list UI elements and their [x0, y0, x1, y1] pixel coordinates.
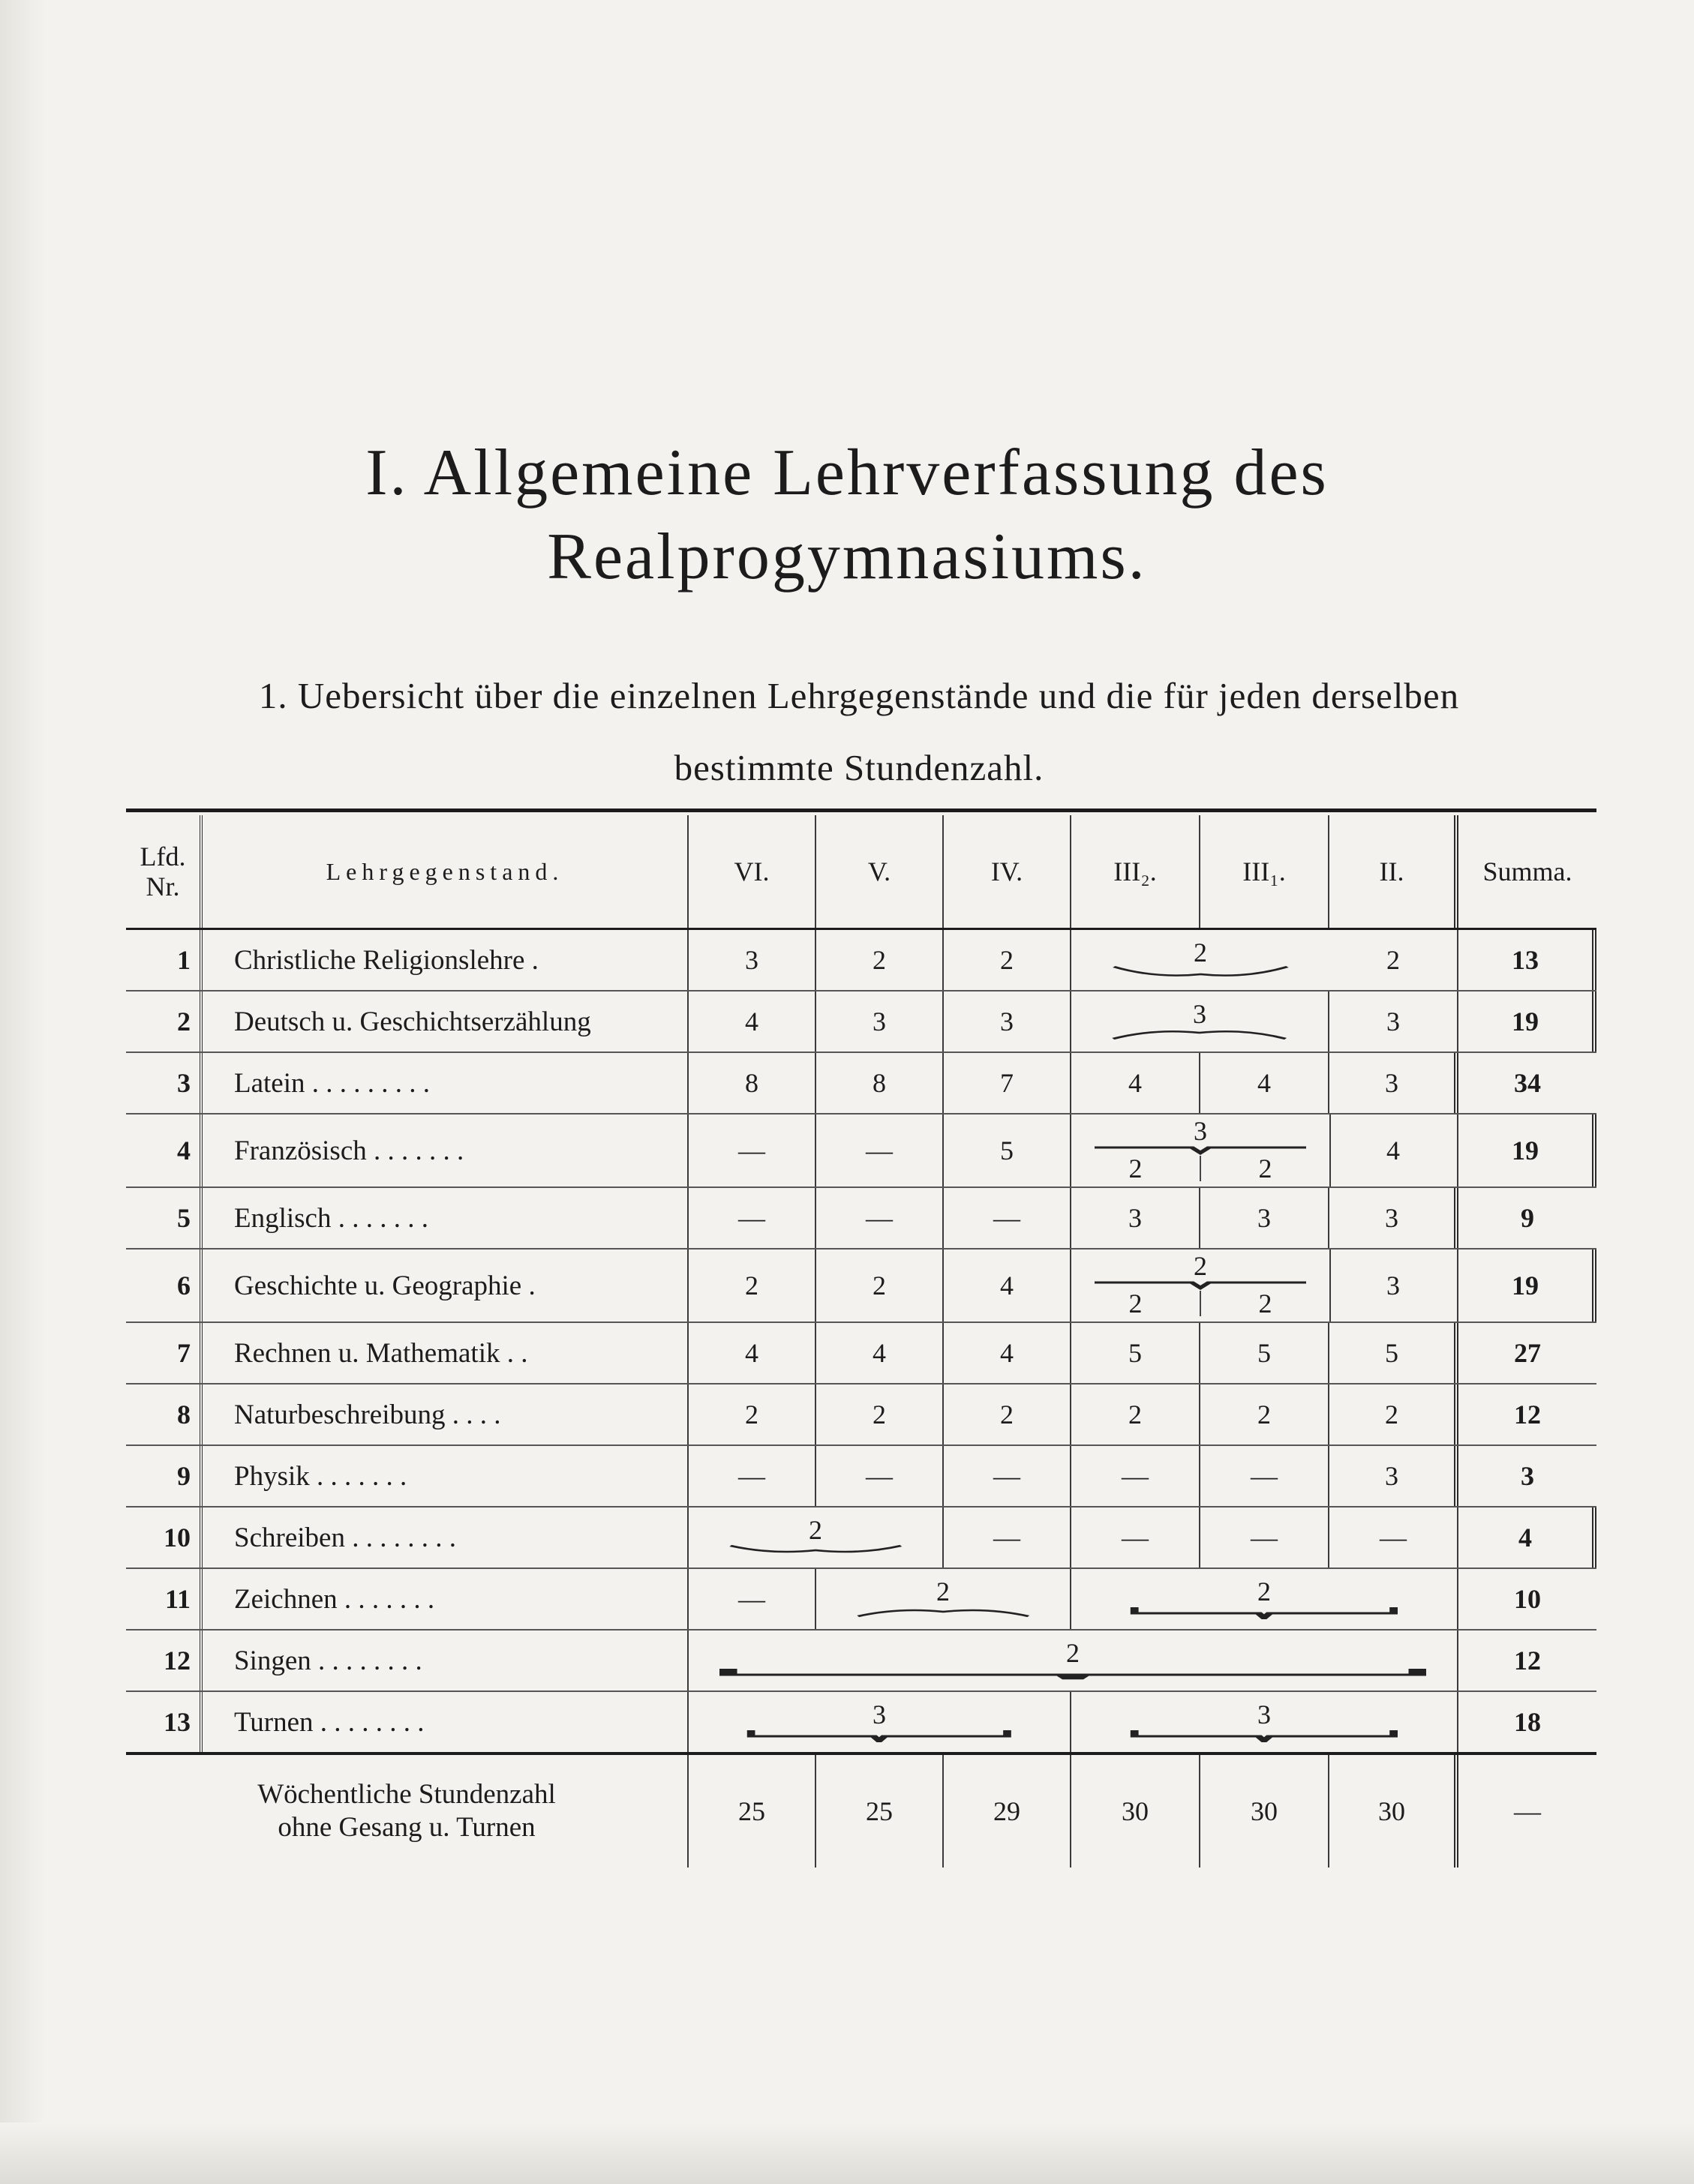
cell-sum: 4 [1458, 1508, 1596, 1568]
total-iv: 29 [944, 1755, 1071, 1868]
cell-iii1: 5 [1200, 1323, 1329, 1383]
cell-iv: 4 [944, 1250, 1071, 1322]
cell-vi: — [689, 1114, 816, 1186]
total-ii: 30 [1329, 1755, 1458, 1868]
cell-iii1: 2 [1258, 1288, 1272, 1318]
row-nr: 7 [126, 1323, 203, 1383]
cell-ii: 3 [1329, 1250, 1458, 1322]
cell-v: 4 [816, 1323, 944, 1383]
brace-icon [1129, 1604, 1399, 1619]
cell-v: 2 [816, 1250, 944, 1322]
cell-vi: 8 [689, 1053, 816, 1113]
table-row [126, 1250, 1596, 1323]
cell-v: — [816, 1188, 944, 1248]
cell-iii1: 2 [1258, 1154, 1272, 1184]
row-nr: 3 [126, 1053, 203, 1113]
table-row [126, 1323, 1596, 1384]
row-nr: 11 [126, 1569, 203, 1629]
row-nr: 4 [126, 1114, 203, 1186]
header-iv: IV. [944, 815, 1071, 928]
header-ii: II. [1329, 815, 1458, 928]
split-pair [1071, 1288, 1329, 1318]
title-line-1: I. Allgemeine Lehrverfassung des [365, 436, 1329, 509]
cell-all-classes-combined [689, 1630, 1458, 1690]
brace-icon [1110, 1027, 1289, 1042]
cell-iii1: 3 [1200, 1188, 1329, 1248]
page-edge-bottom [0, 2122, 1694, 2184]
row-nr: 10 [126, 1508, 203, 1568]
cell-vi-v-combined [689, 1508, 944, 1568]
table-row [126, 1114, 1596, 1188]
table-row [126, 1446, 1596, 1508]
cell-v: 2 [816, 1384, 944, 1444]
cell-v: — [816, 1114, 944, 1186]
row-nr: 13 [126, 1692, 203, 1752]
header-subject: Lehrgegenstand. [203, 815, 689, 928]
cell-v: 8 [816, 1053, 944, 1113]
cell-v: 3 [816, 992, 944, 1052]
cell-iii2: 2 [1071, 1384, 1200, 1444]
cell-iv: 2 [944, 1384, 1071, 1444]
row-nr: 8 [126, 1384, 203, 1444]
cell-ii: 3 [1329, 992, 1458, 1052]
cell-iii2: 2 [1071, 1156, 1201, 1181]
row-nr: 6 [126, 1250, 203, 1322]
row-subject: Latein . . . . . . . . . [203, 1053, 689, 1113]
row-subject: Singen . . . . . . . . [203, 1630, 689, 1690]
cell-vi: 2 [689, 1384, 816, 1444]
cell-vi: 2 [689, 1250, 816, 1322]
cell-iv: — [944, 1508, 1071, 1568]
cell-vi: — [689, 1446, 816, 1506]
cell-iii-split [1071, 1114, 1331, 1186]
brace-icon [1095, 1142, 1306, 1156]
cell-sum: 13 [1458, 930, 1596, 990]
row-nr: 9 [126, 1446, 203, 1506]
table-total-row [126, 1755, 1596, 1868]
cell-iii2: 5 [1071, 1323, 1200, 1383]
split-pair [1071, 1154, 1329, 1184]
cell-iv: 2 [944, 930, 1071, 990]
brace-icon [855, 1604, 1032, 1619]
section-heading-line-1: 1. Uebersicht über die einzelnen Lehrgegenstände und die für jeden derselben [258, 675, 1460, 716]
header-vi: VI. [689, 815, 816, 928]
row-subject: Rechnen u. Mathematik . . [203, 1323, 689, 1383]
row-subject: Englisch . . . . . . . [203, 1188, 689, 1248]
cell-vi: — [689, 1569, 816, 1629]
total-iii1: 30 [1200, 1755, 1329, 1868]
cell-iv: — [944, 1188, 1071, 1248]
cell-vi: 3 [689, 930, 816, 990]
header-nr-line-1: Lfd. [140, 842, 186, 872]
cell-ii: 3 [1329, 1446, 1458, 1506]
cell-sum: 12 [1514, 1646, 1541, 1676]
cell-sum: 19 [1458, 992, 1596, 1052]
cell-sum: 12 [1514, 1400, 1541, 1430]
brace-icon [1095, 1277, 1306, 1291]
cell-iv: 5 [944, 1114, 1071, 1186]
cell-iii-ii-combined [1071, 1569, 1458, 1629]
brace-icon [1110, 965, 1291, 980]
cell-iii-split [1071, 1250, 1331, 1322]
page-edge-left [0, 0, 45, 2184]
cell-value: 3 [1193, 999, 1206, 1029]
cell-ii: 2 [1329, 930, 1458, 990]
brace-icon [719, 1666, 1426, 1681]
total-label-line-1: Wöchentliche Stundenzahl [257, 1779, 556, 1810]
cell-v: 2 [816, 930, 944, 990]
row-subject: Geschichte u. Geographie . [203, 1250, 689, 1322]
brace-icon [727, 1543, 905, 1558]
cell-sum: 27 [1514, 1338, 1541, 1368]
table-row [126, 1630, 1596, 1692]
cell-vi-iv-combined [689, 1692, 1071, 1752]
cell-value: 3 [1257, 1700, 1271, 1730]
header-iii1: III₁. [1200, 815, 1329, 928]
cell-ii: 4 [1329, 1114, 1458, 1186]
cell-ii: 2 [1329, 1384, 1458, 1444]
row-subject: Turnen . . . . . . . . [203, 1692, 689, 1752]
table-row [126, 1569, 1596, 1630]
total-vi: 25 [689, 1755, 816, 1868]
header-iii2: III₂. [1071, 815, 1200, 928]
section-heading [120, 660, 1598, 804]
cell-value: 3 [873, 1700, 886, 1730]
cell-sum: 18 [1514, 1707, 1541, 1737]
cell-v: — [816, 1446, 944, 1506]
table-row [126, 930, 1596, 992]
cell-ii: 3 [1329, 1188, 1458, 1248]
row-subject: Christliche Religionslehre . [203, 930, 689, 990]
cell-value-combined: 2 [1194, 1251, 1207, 1281]
header-nr-line-2: Nr. [146, 872, 180, 902]
cell-sum: 19 [1458, 1114, 1596, 1186]
cell-sum: 34 [1514, 1068, 1541, 1098]
cell-iv: 4 [944, 1323, 1071, 1383]
cell-iii1: 4 [1200, 1053, 1329, 1113]
cell-vi: — [689, 1188, 816, 1248]
cell-iv: — [944, 1446, 1071, 1506]
section-heading-line-2: bestimmte Stundenzahl. [674, 747, 1044, 788]
cell-vi: 4 [689, 1323, 816, 1383]
cell-sum: 3 [1521, 1461, 1534, 1491]
total-v: 25 [816, 1755, 944, 1868]
table-row [126, 1508, 1596, 1569]
cell-iv: 3 [944, 992, 1071, 1052]
cell-value: 2 [936, 1576, 950, 1606]
row-nr: 12 [126, 1630, 203, 1690]
cell-iii1: — [1200, 1508, 1329, 1568]
table-row [126, 1053, 1596, 1114]
row-subject: Schreiben . . . . . . . . [203, 1508, 689, 1568]
cell-ii: 5 [1329, 1323, 1458, 1383]
cell-ii: — [1329, 1508, 1458, 1568]
cell-iii-ii-combined [1071, 1692, 1458, 1752]
cell-ii: 3 [1329, 1053, 1458, 1113]
cell-sum: 19 [1458, 1250, 1596, 1322]
cell-iii2: — [1071, 1446, 1200, 1506]
header-nr [126, 815, 203, 928]
cell-value: 2 [1257, 1576, 1271, 1606]
row-nr: 1 [126, 930, 203, 990]
cell-iii2: 3 [1071, 1188, 1200, 1248]
cell-iii2: 2 [1071, 1291, 1201, 1316]
row-nr: 5 [126, 1188, 203, 1248]
cell-value: 2 [809, 1515, 822, 1545]
header-sum: Summa. [1482, 856, 1572, 886]
cell-value: 2 [1066, 1638, 1080, 1668]
total-sum: — [1514, 1796, 1541, 1826]
cell-value: 2 [1194, 938, 1207, 968]
cell-vi: 4 [689, 992, 816, 1052]
row-subject: Physik . . . . . . . [203, 1446, 689, 1506]
total-label-line-2: ohne Gesang u. Turnen [278, 1812, 536, 1843]
table-row [126, 1188, 1596, 1250]
row-subject: Deutsch u. Geschichtserzählung [203, 992, 689, 1052]
total-iii2: 30 [1071, 1755, 1200, 1868]
cell-sum: 10 [1514, 1584, 1541, 1614]
cell-iii1: — [1200, 1446, 1329, 1506]
table-row [126, 1692, 1596, 1755]
cell-sum: 9 [1521, 1203, 1534, 1233]
row-subject: Zeichnen . . . . . . . [203, 1569, 689, 1629]
hours-table [126, 808, 1596, 1868]
brace-icon [746, 1727, 1013, 1742]
table-row [126, 1384, 1596, 1446]
cell-iii2: 4 [1071, 1053, 1200, 1113]
table-row [126, 992, 1596, 1053]
total-label [126, 1755, 689, 1868]
page-title [0, 431, 1694, 599]
row-subject: Naturbeschreibung . . . . [203, 1384, 689, 1444]
cell-iii-combined [1071, 992, 1329, 1052]
brace-icon [1129, 1727, 1399, 1742]
cell-iii1: 2 [1200, 1384, 1329, 1444]
row-nr: 2 [126, 992, 203, 1052]
cell-iv: 7 [944, 1053, 1071, 1113]
cell-value-combined: 3 [1194, 1116, 1207, 1146]
cell-iii-combined [1071, 930, 1329, 990]
header-v: V. [816, 815, 944, 928]
cell-iii2: — [1071, 1508, 1200, 1568]
cell-v-iv-combined [816, 1569, 1071, 1629]
table-top-rule [126, 808, 1596, 812]
table-header [126, 815, 1596, 930]
title-line-2: Realprogymnasiums. [547, 520, 1147, 593]
row-subject: Französisch . . . . . . . [203, 1114, 689, 1186]
